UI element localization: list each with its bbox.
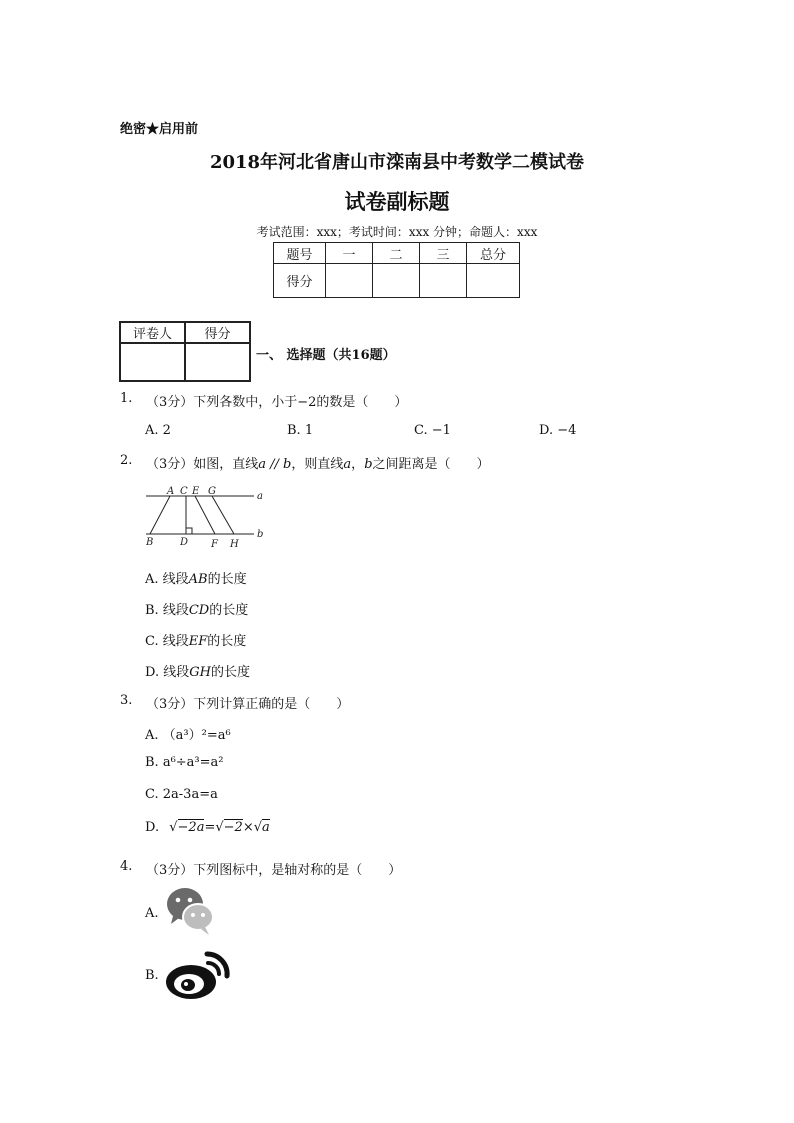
option-segment: CD [188, 603, 210, 618]
label-b: B [146, 537, 154, 548]
question-stem: （3分）下列各数中，小于−2的数是（ ） [146, 395, 408, 410]
review-header-cell: 得分 [185, 322, 250, 343]
review-table [119, 321, 251, 382]
score-header-cell: 题号 [274, 243, 326, 264]
option-text: B. 线段 [145, 603, 189, 618]
option-label: D. [145, 820, 160, 835]
label-line-b: b [257, 529, 264, 540]
secret-label: 绝密★启用前 [120, 122, 199, 137]
option-c [145, 787, 218, 802]
label-c: C [180, 486, 188, 497]
stem-text: （3分）如图，直线 [146, 457, 259, 472]
label-d: D [180, 537, 189, 548]
label-e: E [192, 486, 200, 497]
label-a: A [167, 486, 175, 497]
wechat-bubble-front [183, 904, 213, 930]
stem-text: ，则直线 [291, 457, 344, 472]
wechat-eye [176, 898, 181, 903]
option-text: a⁶÷a³=a² [162, 755, 224, 770]
score-header-cell: 三 [420, 243, 467, 264]
option-c [145, 630, 246, 649]
wechat-eye [201, 913, 205, 917]
segment-gh [212, 496, 234, 534]
question-number: 1. [120, 391, 133, 406]
option-label: C. [145, 787, 159, 802]
label-line-a: a [257, 491, 263, 502]
radicand: −2 [223, 820, 243, 835]
option-a: A. 2 [145, 423, 171, 438]
score-header-cell: 一 [326, 243, 373, 264]
radicand: a [262, 820, 270, 835]
review-cell [120, 343, 185, 381]
option-d [145, 820, 270, 835]
score-header-cell: 二 [373, 243, 420, 264]
option-d [145, 661, 250, 680]
stem-text: 之间距离是（ ） [372, 457, 490, 472]
question-number: 3. [120, 693, 133, 708]
option-a-label: A. [145, 906, 159, 921]
option-segment: AB [188, 572, 208, 587]
option-text: A. 线段 [145, 572, 189, 587]
exam-title: 2018年河北省唐山市滦南县中考数学二模试卷 [209, 152, 585, 173]
question-number: 2. [120, 453, 133, 468]
question-stem: （3分）下列计算正确的是（ ） [146, 697, 350, 712]
radicand: −2a [177, 820, 205, 835]
right-angle-mark [186, 528, 192, 534]
score-header-cell: 总分 [467, 243, 520, 264]
option-label: B. [145, 755, 159, 770]
segment-ab [150, 496, 170, 534]
option-text: C. 线段 [145, 634, 189, 649]
parallel-lines-figure [140, 484, 270, 550]
weibo-eye [181, 979, 195, 991]
option-b [145, 599, 248, 618]
option-a [145, 568, 247, 587]
option-a [145, 724, 231, 743]
question-stem: （3分）下列图标中，是轴对称的是（ ） [146, 863, 402, 878]
weibo-eye-highlight [184, 982, 188, 986]
section-title: 一、 选择题（共16题） [256, 348, 396, 363]
label-g: G [208, 486, 216, 497]
option-b-label: B. [145, 968, 159, 983]
score-table [273, 242, 520, 298]
stem-math: b [364, 457, 373, 472]
wechat-eye [188, 898, 193, 903]
times-sign: × [242, 820, 254, 835]
option-text: D. 线段 [145, 665, 190, 680]
option-c: C. −1 [414, 423, 451, 438]
option-text: 的长度 [209, 603, 249, 618]
exam-subtitle: 试卷副标题 [344, 189, 450, 214]
segment-ef [195, 496, 215, 534]
review-cell [185, 343, 250, 381]
option-text: 2a-3a=a [162, 787, 218, 802]
option-segment: EF [188, 634, 208, 649]
stem-math: a [343, 457, 352, 472]
option-text: 的长度 [207, 572, 247, 587]
score-row-label: 得分 [274, 264, 326, 298]
option-text: 的长度 [207, 634, 247, 649]
exam-info: 考试范围：xxx；考试时间：xxx 分钟；命题人：xxx [256, 225, 538, 239]
label-h: H [230, 539, 239, 550]
wechat-icon [163, 884, 219, 938]
weibo-icon [163, 946, 233, 1002]
score-cell [467, 264, 520, 298]
score-cell [420, 264, 467, 298]
wechat-eye [191, 913, 195, 917]
equals-sign: = [204, 820, 216, 835]
stem-math: a // b [258, 457, 292, 472]
sqrt-expression: √−2a=√−2×√a [169, 820, 270, 835]
review-header-cell: 评卷人 [120, 322, 185, 343]
question-number: 4. [120, 859, 133, 874]
score-cell [326, 264, 373, 298]
option-text: （a³）²=a⁶ [162, 728, 231, 743]
option-label: A. [145, 728, 159, 743]
option-d: D. −4 [539, 423, 577, 438]
option-b [145, 755, 224, 770]
option-text: 的长度 [210, 665, 250, 680]
option-segment: GH [189, 665, 211, 680]
question-stem: （3分）如图，直线a // b，则直线a，b之间距离是（ ） [146, 457, 490, 472]
score-cell [373, 264, 420, 298]
option-b: B. 1 [287, 423, 314, 438]
label-f: F [211, 539, 218, 550]
